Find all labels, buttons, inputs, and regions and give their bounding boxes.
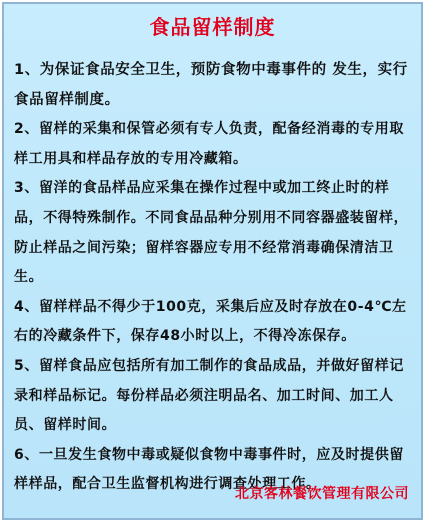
- rule-item-3: 3、留洋的食品样品应采集在操作过程中或加工终止时的样品，不得特殊制作。不同食品品种分别用不同容器盛装留样，防止样品之间污染；留样容器应专用不经常消毒确保清洁卫生。: [14, 180, 409, 286]
- notice-board: [2, 2, 423, 520]
- rule-item-4: 4、留样样品不得少于100克，采集后应及时存放在0-4℃左右的冷藏条件下，保存48小时以上，不得冷冻保存。: [14, 298, 407, 345]
- company-signature: 北京客林餐饮管理有限公司: [235, 486, 409, 502]
- rule-item-6: 6、一旦发生食物中毒或疑似食物中毒事件时，应及时提供留样样品，配合卫生监督机构进行调查处理工作。: [14, 446, 404, 493]
- notice-title: 食品留样制度: [149, 15, 276, 39]
- rule-item-2: 2、留样的采集和保管必须有专人负责，配备经消毒的专用取样工用具和样品存放的专用冷藏箱。: [14, 121, 404, 167]
- rule-item-5: 5、留样食品应包括所有加工制作的食品成品，并做好留样记录和样品标记。每份样品必须注明品名、加工时间、加工人员、留样时间。: [14, 357, 404, 434]
- rules-list: [14, 56, 413, 500]
- rule-item-1: 1、为保证食品安全卫生，预防食物中毒事件的 发生，实行食品留样制度。: [14, 62, 408, 108]
